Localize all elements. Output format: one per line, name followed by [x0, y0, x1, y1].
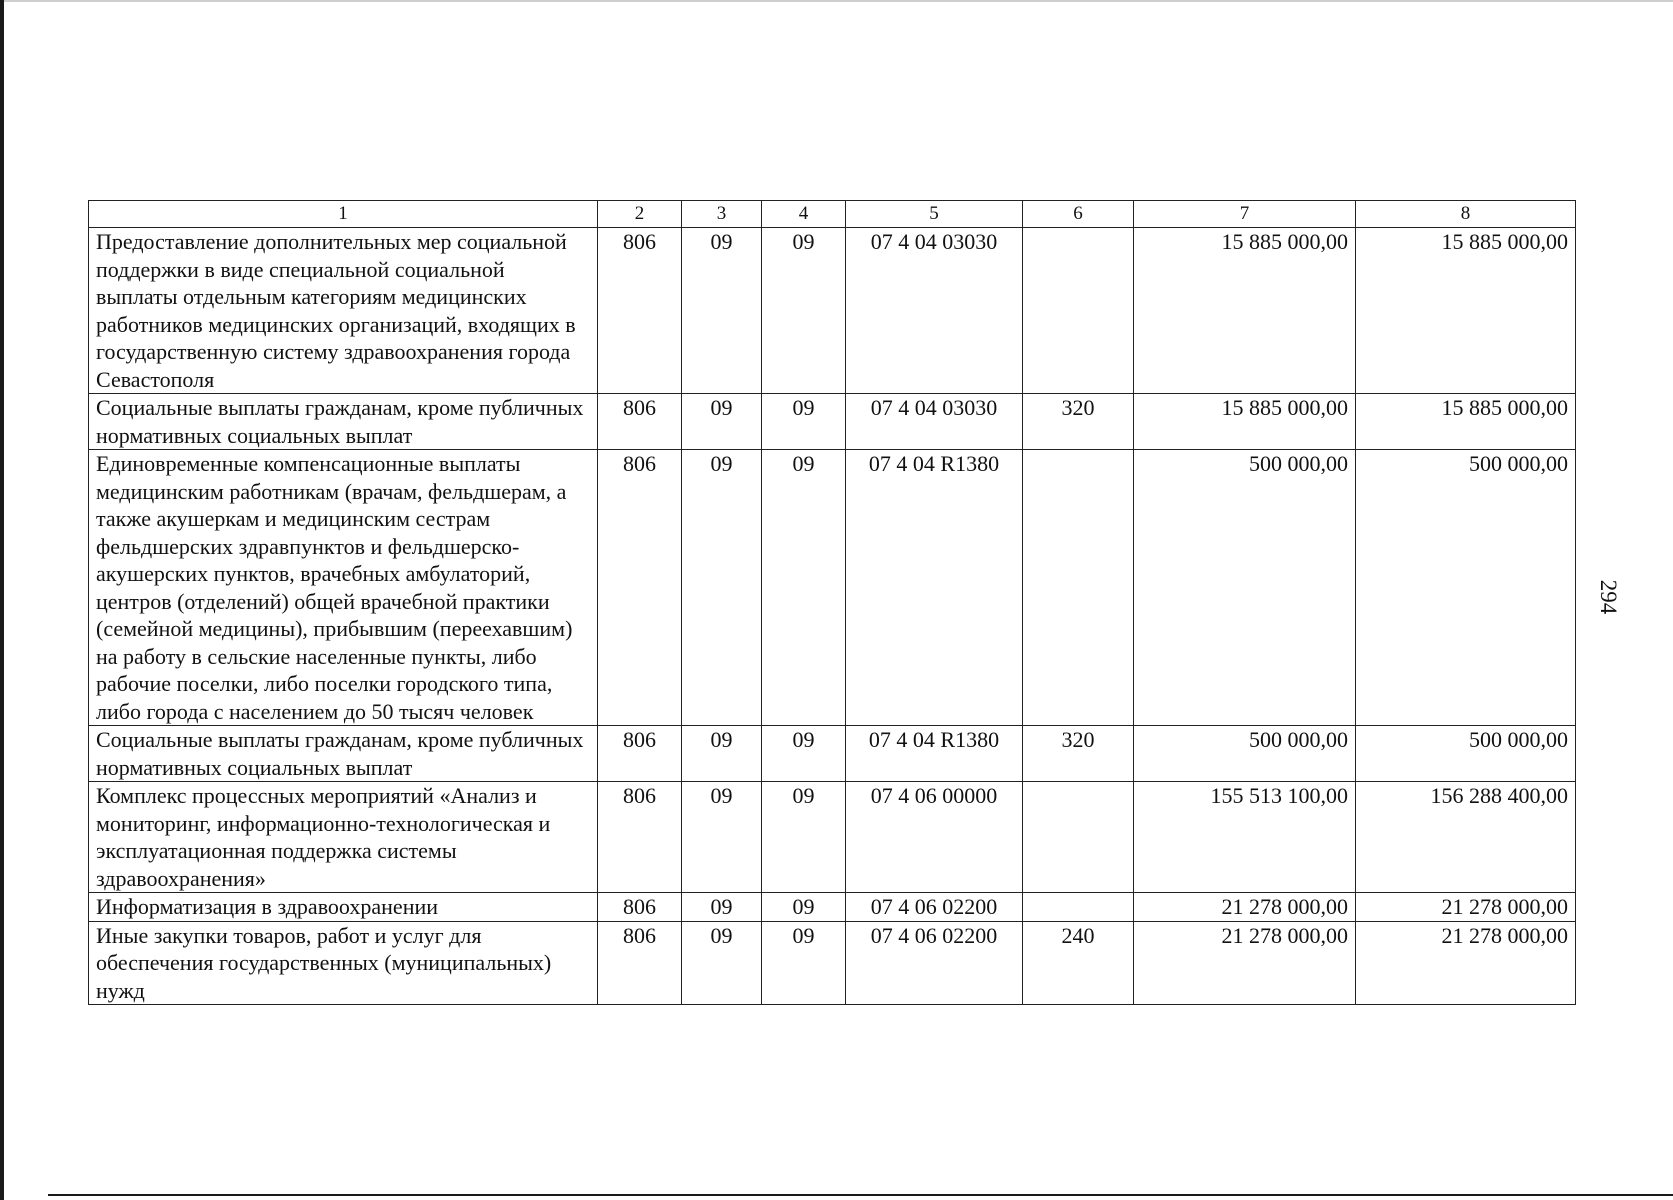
- table-row: [89, 450, 1576, 726]
- subsection-code: 09: [762, 921, 846, 1005]
- chapter-code: 806: [598, 921, 682, 1005]
- amount-column-7: 21 278 000,00: [1134, 921, 1356, 1005]
- column-header: 2: [598, 201, 682, 228]
- amount-column-7: 21 278 000,00: [1134, 893, 1356, 922]
- expense-type-code: 240: [1023, 921, 1134, 1005]
- amount-column-8: 21 278 000,00: [1356, 921, 1576, 1005]
- subsection-code: 09: [762, 450, 846, 726]
- subsection-code: 09: [762, 782, 846, 893]
- target-article-code: 07 4 06 00000: [846, 782, 1023, 893]
- expense-type-code: 320: [1023, 726, 1134, 782]
- column-header: 1: [89, 201, 598, 228]
- row-description: Единовременные компенсационные выплаты медицинским работникам (врачам, фельдшерам, а также акушеркам и медицинским сестрам фельдшерских здравпунктов и фельдшерско-акушерских пунктов, врачебных амбулаторий, центров (отделений) общей врачебной практики (семейной медицины), прибывшим (переехавшим) на работу в сельские населенные пункты, либо рабочие поселки, либо поселки городского типа, либо города с населением до 50 тысяч человек: [89, 450, 598, 726]
- chapter-code: 806: [598, 450, 682, 726]
- table-row: [89, 394, 1576, 450]
- expense-type-code: [1023, 893, 1134, 922]
- chapter-code: 806: [598, 726, 682, 782]
- column-header: 5: [846, 201, 1023, 228]
- amount-column-8: 15 885 000,00: [1356, 394, 1576, 450]
- amount-column-7: 500 000,00: [1134, 726, 1356, 782]
- page-number: 294: [1596, 579, 1621, 615]
- target-article-code: 07 4 04 03030: [846, 228, 1023, 394]
- table-row: [89, 726, 1576, 782]
- target-article-code: 07 4 04 R1380: [846, 450, 1023, 726]
- header-row: [89, 201, 1576, 228]
- section-code: 09: [682, 726, 762, 782]
- amount-column-8: 500 000,00: [1356, 450, 1576, 726]
- column-header: 8: [1356, 201, 1576, 228]
- expense-type-code: [1023, 450, 1134, 726]
- amount-column-8: 21 278 000,00: [1356, 893, 1576, 922]
- amount-column-7: 15 885 000,00: [1134, 394, 1356, 450]
- row-description: Социальные выплаты гражданам, кроме публичных нормативных социальных выплат: [89, 394, 598, 450]
- scan-edge-left: [0, 0, 4, 1200]
- chapter-code: 806: [598, 893, 682, 922]
- amount-column-8: 500 000,00: [1356, 726, 1576, 782]
- chapter-code: 806: [598, 394, 682, 450]
- row-description: Социальные выплаты гражданам, кроме публичных нормативных социальных выплат: [89, 726, 598, 782]
- subsection-code: 09: [762, 394, 846, 450]
- row-description: Комплекс процессных мероприятий «Анализ и мониторинг, информационно-технологическая и эксплуатационная поддержка системы здравоохранения»: [89, 782, 598, 893]
- expense-type-code: 320: [1023, 394, 1134, 450]
- table-row: [89, 782, 1576, 893]
- amount-column-8: 156 288 400,00: [1356, 782, 1576, 893]
- amount-column-7: 155 513 100,00: [1134, 782, 1356, 893]
- subsection-code: 09: [762, 893, 846, 922]
- column-header: 3: [682, 201, 762, 228]
- subsection-code: 09: [762, 228, 846, 394]
- section-code: 09: [682, 394, 762, 450]
- table-row: [89, 228, 1576, 394]
- target-article-code: 07 4 06 02200: [846, 921, 1023, 1005]
- row-description: Предоставление дополнительных мер социальной поддержки в виде специальной социальной выплаты отдельным категориям медицинских работников медицинских организаций, входящих в государственную систему здравоохранения города Севастополя: [89, 228, 598, 394]
- chapter-code: 806: [598, 228, 682, 394]
- section-code: 09: [682, 450, 762, 726]
- expense-type-code: [1023, 782, 1134, 893]
- column-header: 7: [1134, 201, 1356, 228]
- target-article-code: 07 4 06 02200: [846, 893, 1023, 922]
- amount-column-7: 500 000,00: [1134, 450, 1356, 726]
- target-article-code: 07 4 04 R1380: [846, 726, 1023, 782]
- subsection-code: 09: [762, 726, 846, 782]
- row-description: Информатизация в здравоохранении: [89, 893, 598, 922]
- amount-column-7: 15 885 000,00: [1134, 228, 1356, 394]
- scan-edge-bottom: [48, 1194, 1673, 1196]
- section-code: 09: [682, 782, 762, 893]
- amount-column-8: 15 885 000,00: [1356, 228, 1576, 394]
- chapter-code: 806: [598, 782, 682, 893]
- table-row: [89, 921, 1576, 1005]
- table-row: [89, 893, 1576, 922]
- column-header: 6: [1023, 201, 1134, 228]
- section-code: 09: [682, 893, 762, 922]
- row-description: Иные закупки товаров, работ и услуг для обеспечения государственных (муниципальных) нужд: [89, 921, 598, 1005]
- section-code: 09: [682, 228, 762, 394]
- column-header: 4: [762, 201, 846, 228]
- expense-type-code: [1023, 228, 1134, 394]
- section-code: 09: [682, 921, 762, 1005]
- budget-table: [88, 200, 1576, 1005]
- target-article-code: 07 4 04 03030: [846, 394, 1023, 450]
- scan-edge-top: [0, 0, 1673, 2]
